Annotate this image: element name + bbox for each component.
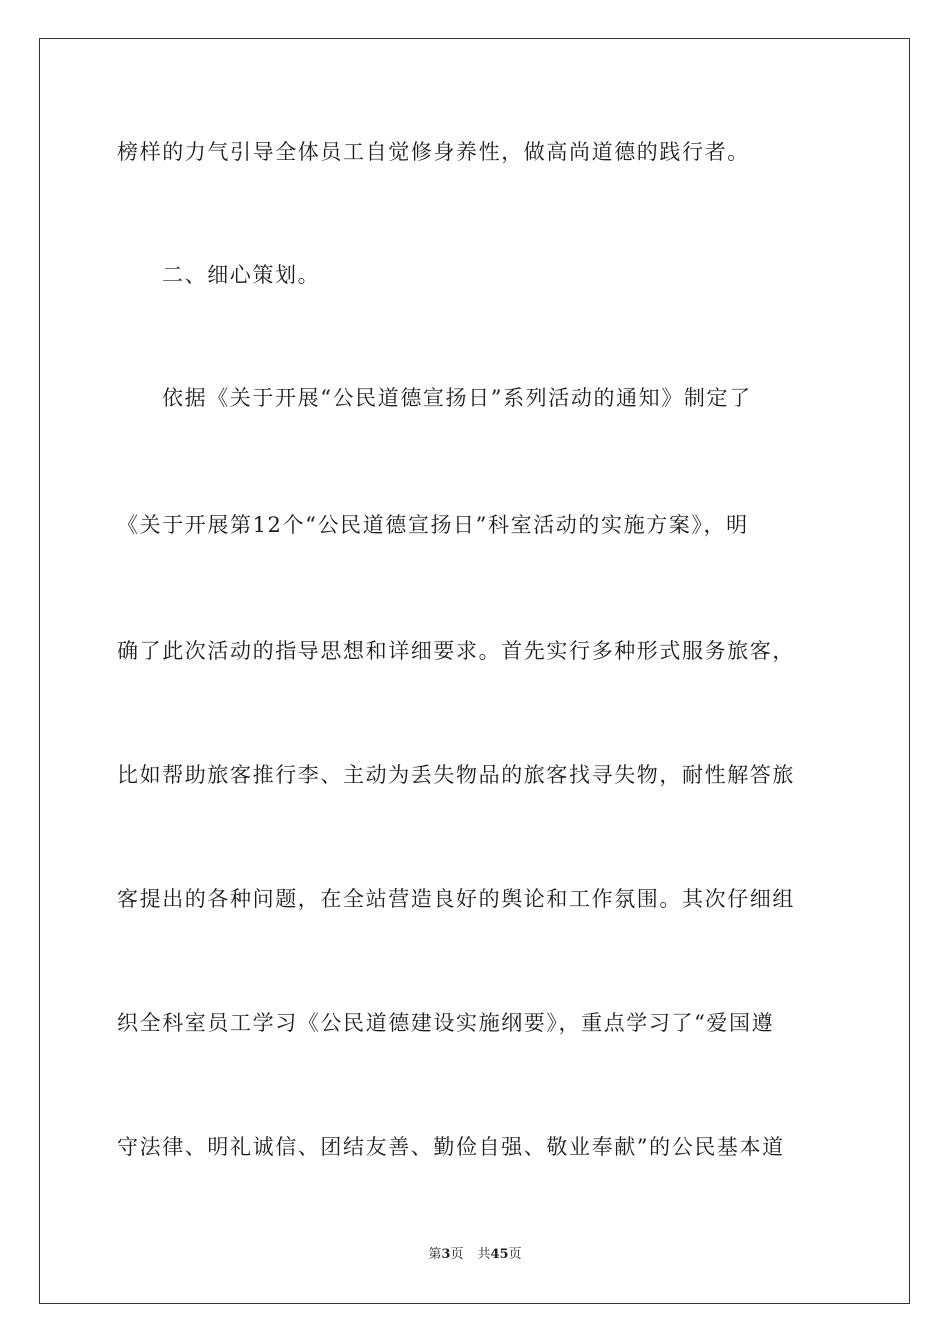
page-border (39, 38, 910, 1304)
section-heading: 二、细心策划。 (162, 263, 321, 287)
total-prefix: 共 (477, 1247, 491, 1262)
paragraph-line-8: 守法律、明礼诚信、团结友善、勤俭自强、敬业奉献”的公民基本道 (117, 1135, 785, 1159)
page-prefix: 第 (428, 1247, 442, 1262)
paragraph-line-1: 榜样的力气引导全体员工自觉修身养性，做高尚道德的践行者。 (117, 140, 750, 164)
total-suffix: 页 (508, 1247, 522, 1262)
paragraph-line-2: 依据《关于开展“公民道德宣扬日”系列活动的通知》制定了 (162, 386, 752, 410)
paragraph-line-3: 《关于开展第12个“公民道德宣扬日”科室活动的实施方案》，明 (117, 513, 749, 537)
page-footer (0, 1246, 950, 1264)
page-suffix: 页 (450, 1247, 464, 1262)
page-number: 3 (441, 1247, 451, 1262)
paragraph-line-5: 比如帮助旅客推行李、主动为丢失物品的旅客找寻失物，耐性解答旅 (117, 763, 795, 787)
paragraph-line-4: 确了此次活动的指导思想和详细要求。首先实行多种形式服务旅客， (117, 639, 795, 663)
paragraph-line-6: 客提出的各种问题，在全站营造良好的舆论和工作氛围。其次仔细组 (117, 887, 795, 911)
total-pages: 45 (490, 1247, 509, 1262)
paragraph-line-7: 织全科室员工学习《公民道德建设实施纲要》，重点学习了“爱国遵 (117, 1011, 775, 1035)
